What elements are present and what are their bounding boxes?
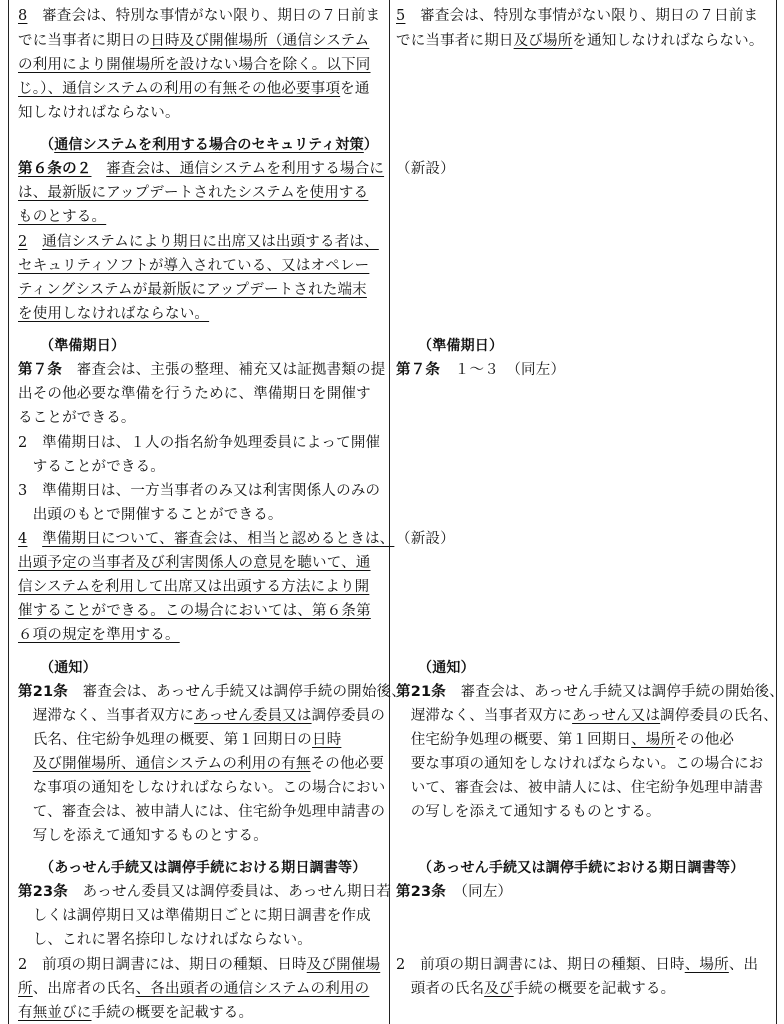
amended-text: 日時 — [312, 732, 342, 748]
amended-text: 出頭予定の当事者及び利害関係人の意見を聴いて、通 — [18, 555, 371, 571]
amended-text: 、各出頭者の通信システムの利用の — [135, 981, 370, 997]
text-segment: 調停委員の氏名、 — [660, 708, 778, 724]
text-segment: （同左） — [445, 884, 513, 900]
text-segment: （ — [40, 137, 55, 153]
amended-text: 8 — [18, 8, 28, 24]
text-line — [18, 409, 136, 427]
text-segment: いて、審査会は、被申請人には、住宅紛争処理申請書 — [396, 780, 764, 796]
text-line — [18, 257, 369, 275]
amended-text: あっせん委員又は — [194, 708, 312, 724]
text-segment: でに当事者に期日の — [18, 33, 151, 49]
amended-text: 催することができる。この場合においては、第６条第 — [18, 603, 371, 619]
column-divider — [389, 0, 390, 1024]
article-number: 第７条 — [396, 362, 441, 378]
article-heading — [40, 337, 125, 355]
text-segment — [27, 234, 42, 250]
amended-text: セキュリティソフトが導入されている、又はオペレー — [18, 258, 370, 274]
amended-text: 及び開催場 — [306, 957, 381, 973]
text-line — [18, 683, 406, 701]
article-number: 第23条 — [396, 884, 446, 900]
text-segment: （準備期日） — [40, 338, 126, 354]
amended-text: 第６条の２ — [18, 161, 92, 177]
text-segment: １～３ （同左） — [440, 362, 566, 378]
text-line — [18, 184, 368, 202]
amended-text: 信システムを利用して出席又は出頭する方法により開 — [18, 579, 370, 595]
amended-text: 日時及び開催場所（通信システム — [150, 33, 370, 49]
amended-text: 所 — [18, 981, 33, 997]
text-line — [18, 7, 380, 25]
amended-text: ティングシステムが最新版にアップデートされた端末 — [18, 282, 367, 298]
amended-text: は、最新版にアップデートされたシステムを使用する — [18, 185, 369, 201]
text-segment: 手続の概要を記載する。 — [91, 1005, 254, 1021]
article-number: 第23条 — [18, 884, 68, 900]
text-line — [18, 626, 180, 644]
amended-text: 、場所 — [631, 732, 676, 748]
text-segment: の写しを添えて通知するものとする。 — [396, 804, 661, 820]
text-line — [18, 506, 283, 524]
text-line — [396, 980, 675, 998]
text-line — [18, 458, 165, 476]
text-line — [18, 385, 371, 403]
text-line — [18, 32, 369, 50]
text-line — [18, 602, 371, 620]
text-segment: あっせん委員又は調停委員は、あっせん期日若 — [67, 884, 392, 900]
amended-text: 審査会は、通信システムを利用する場合に — [106, 161, 385, 177]
text-segment: 2 前項の期日調書には、期日の種類、日時 — [396, 957, 685, 973]
text-line — [396, 956, 758, 974]
text-line — [396, 530, 455, 548]
text-line — [396, 731, 734, 749]
text-line — [18, 827, 268, 845]
text-segment: 審査会は、あっせん手続又は調停手続の開始後、 — [67, 684, 406, 700]
text-line — [18, 281, 367, 299]
text-segment: 出その他必要な準備を行うために、準備期日を開催す — [18, 386, 371, 402]
text-segment: でに当事者に期日 — [396, 33, 514, 49]
text-segment: 頭者の氏名 — [396, 981, 485, 997]
revised-text-column — [18, 0, 406, 1024]
text-segment: ることができる。 — [18, 410, 136, 426]
text-line — [18, 554, 371, 572]
text-segment: 写しを添えて通知するものとする。 — [18, 828, 268, 844]
text-segment: 手続の概要を記載する。 — [513, 981, 676, 997]
text-line — [396, 707, 778, 725]
text-segment: 調停委員の — [311, 708, 386, 724]
table-border-right — [776, 0, 777, 1024]
amended-text: 及び場所 — [513, 33, 573, 49]
text-line — [18, 578, 369, 596]
text-segment: （通知） — [418, 660, 475, 676]
text-segment: 審査会は、あっせん手続又は調停手続の開始後、 — [445, 684, 784, 700]
text-line — [396, 7, 758, 25]
text-line — [18, 482, 380, 500]
text-segment: 知しなければならない。 — [18, 105, 180, 121]
current-text-column — [396, 0, 784, 1024]
text-segment: （あっせん手続又は調停手続における期日調書等） — [418, 860, 745, 876]
text-segment — [18, 756, 33, 772]
text-segment: 、出席者の氏名 — [32, 981, 136, 997]
article-heading — [418, 859, 744, 877]
amended-text: 準備期日について、審査会は、相当と認めるときは、 — [42, 531, 395, 547]
text-segment: （準備期日） — [418, 338, 504, 354]
article-number: 第21条 — [396, 684, 446, 700]
text-line — [18, 803, 385, 821]
text-line — [396, 883, 512, 901]
text-segment: 住宅紛争処理の概要、第１回期日 — [396, 732, 632, 748]
amended-text: ものとする。 — [18, 209, 107, 225]
text-segment: 審査会は、主張の整理、補充又は証拠書類の提 — [62, 362, 386, 378]
text-line — [18, 233, 379, 251]
amended-text: じ。）、通信システムの利用の有無その他必要事項 — [18, 81, 341, 97]
text-segment — [92, 161, 107, 177]
text-segment: 2 前項の期日調書には、期日の種類、日時 — [18, 957, 307, 973]
text-segment: 遅滞なく、当事者双方に — [396, 708, 573, 724]
text-segment: し、これに署名捺印しなければならない。 — [18, 932, 312, 948]
text-line — [18, 56, 371, 74]
text-segment: しくは調停期日又は準備期日ごとに期日調書を作成 — [18, 908, 371, 924]
text-line — [396, 160, 455, 178]
text-segment: 要な事項の通知をしなければならない。この場合にお — [396, 756, 764, 772]
text-segment: 、出 — [728, 957, 759, 973]
text-line — [18, 707, 385, 725]
amended-text: 通信システムにより期日に出席又は出頭する者は、 — [42, 234, 379, 250]
amended-text: の利用により開催場所を設けない場合を除く。以下同 — [18, 57, 371, 73]
amended-text: ６項の規定を準用する。 — [18, 627, 180, 643]
text-segment: 2 準備期日は、１人の指名紛争処理委員によって開催 — [18, 435, 381, 451]
text-line — [396, 32, 764, 50]
table-border-left — [8, 0, 9, 1024]
text-segment: その他必 — [675, 732, 735, 748]
text-line — [18, 305, 209, 323]
text-segment: を通知しなければならない。 — [572, 33, 764, 49]
amended-text: 2 — [18, 234, 28, 250]
text-line — [18, 731, 341, 749]
text-line — [18, 208, 106, 226]
text-line — [18, 907, 371, 925]
text-line — [18, 980, 369, 998]
amended-text: 通信システムを利用する場合のセキュリティ対策 — [54, 137, 364, 153]
text-line — [18, 755, 384, 773]
text-segment: 審査会は、特別な事情がない限り、期日の７日前ま — [405, 8, 759, 24]
amended-text: 及び — [484, 981, 514, 997]
text-segment: 審査会は、特別な事情がない限り、期日の７日前ま — [27, 8, 381, 24]
amended-text: 、場所 — [684, 957, 729, 973]
text-segment: て、審査会は、被申請人には、住宅紛争処理申請書の — [18, 804, 386, 820]
article-heading — [40, 136, 378, 154]
text-segment: （あっせん手続又は調停手続における期日調書等） — [40, 860, 367, 876]
text-segment: （通知） — [40, 660, 97, 676]
amended-text: 及び開催場所、通信システムの利用の有無 — [32, 756, 311, 772]
text-segment: を通 — [340, 81, 370, 97]
text-segment: 出頭のもとで開催することができる。 — [18, 507, 283, 523]
text-segment: な事項の通知をしなければならない。この場合におい — [18, 780, 386, 796]
text-segment: その他必要 — [310, 756, 385, 772]
article-heading — [40, 659, 97, 677]
article-heading — [418, 659, 475, 677]
text-line — [18, 956, 380, 974]
text-segment: 氏名、住宅紛争処理の概要、第１回期日の — [18, 732, 312, 748]
text-line — [396, 755, 764, 773]
amended-text: 4 — [18, 531, 28, 547]
text-segment: 遅滞なく、当事者双方に — [18, 708, 195, 724]
amended-text: を使用しなければならない。 — [18, 306, 210, 322]
text-line — [18, 434, 380, 452]
article-heading — [418, 337, 503, 355]
text-line — [18, 883, 391, 901]
text-line — [18, 530, 394, 548]
text-segment: することができる。 — [18, 459, 165, 475]
article-heading — [40, 859, 366, 877]
article-number: 第７条 — [18, 362, 63, 378]
text-segment: 3 準備期日は、一方当事者のみ又は利害関係人のみの — [18, 483, 381, 499]
text-segment: （新設） — [396, 161, 455, 177]
text-line — [18, 931, 312, 949]
text-segment — [27, 531, 42, 547]
amended-text: あっせん又は — [572, 708, 661, 724]
text-line — [18, 779, 386, 797]
text-segment: ） — [363, 137, 379, 153]
text-line — [18, 361, 386, 379]
text-segment: （新設） — [396, 531, 455, 547]
amended-text: 有無並びに — [18, 1005, 92, 1021]
text-line — [18, 1004, 253, 1022]
text-line — [18, 104, 180, 122]
text-line — [396, 779, 763, 797]
text-line — [18, 160, 384, 178]
amended-text: 5 — [396, 8, 406, 24]
text-line — [396, 803, 661, 821]
text-line — [396, 361, 565, 379]
text-line — [396, 683, 784, 701]
text-line — [18, 80, 370, 98]
article-number: 第21条 — [18, 684, 68, 700]
